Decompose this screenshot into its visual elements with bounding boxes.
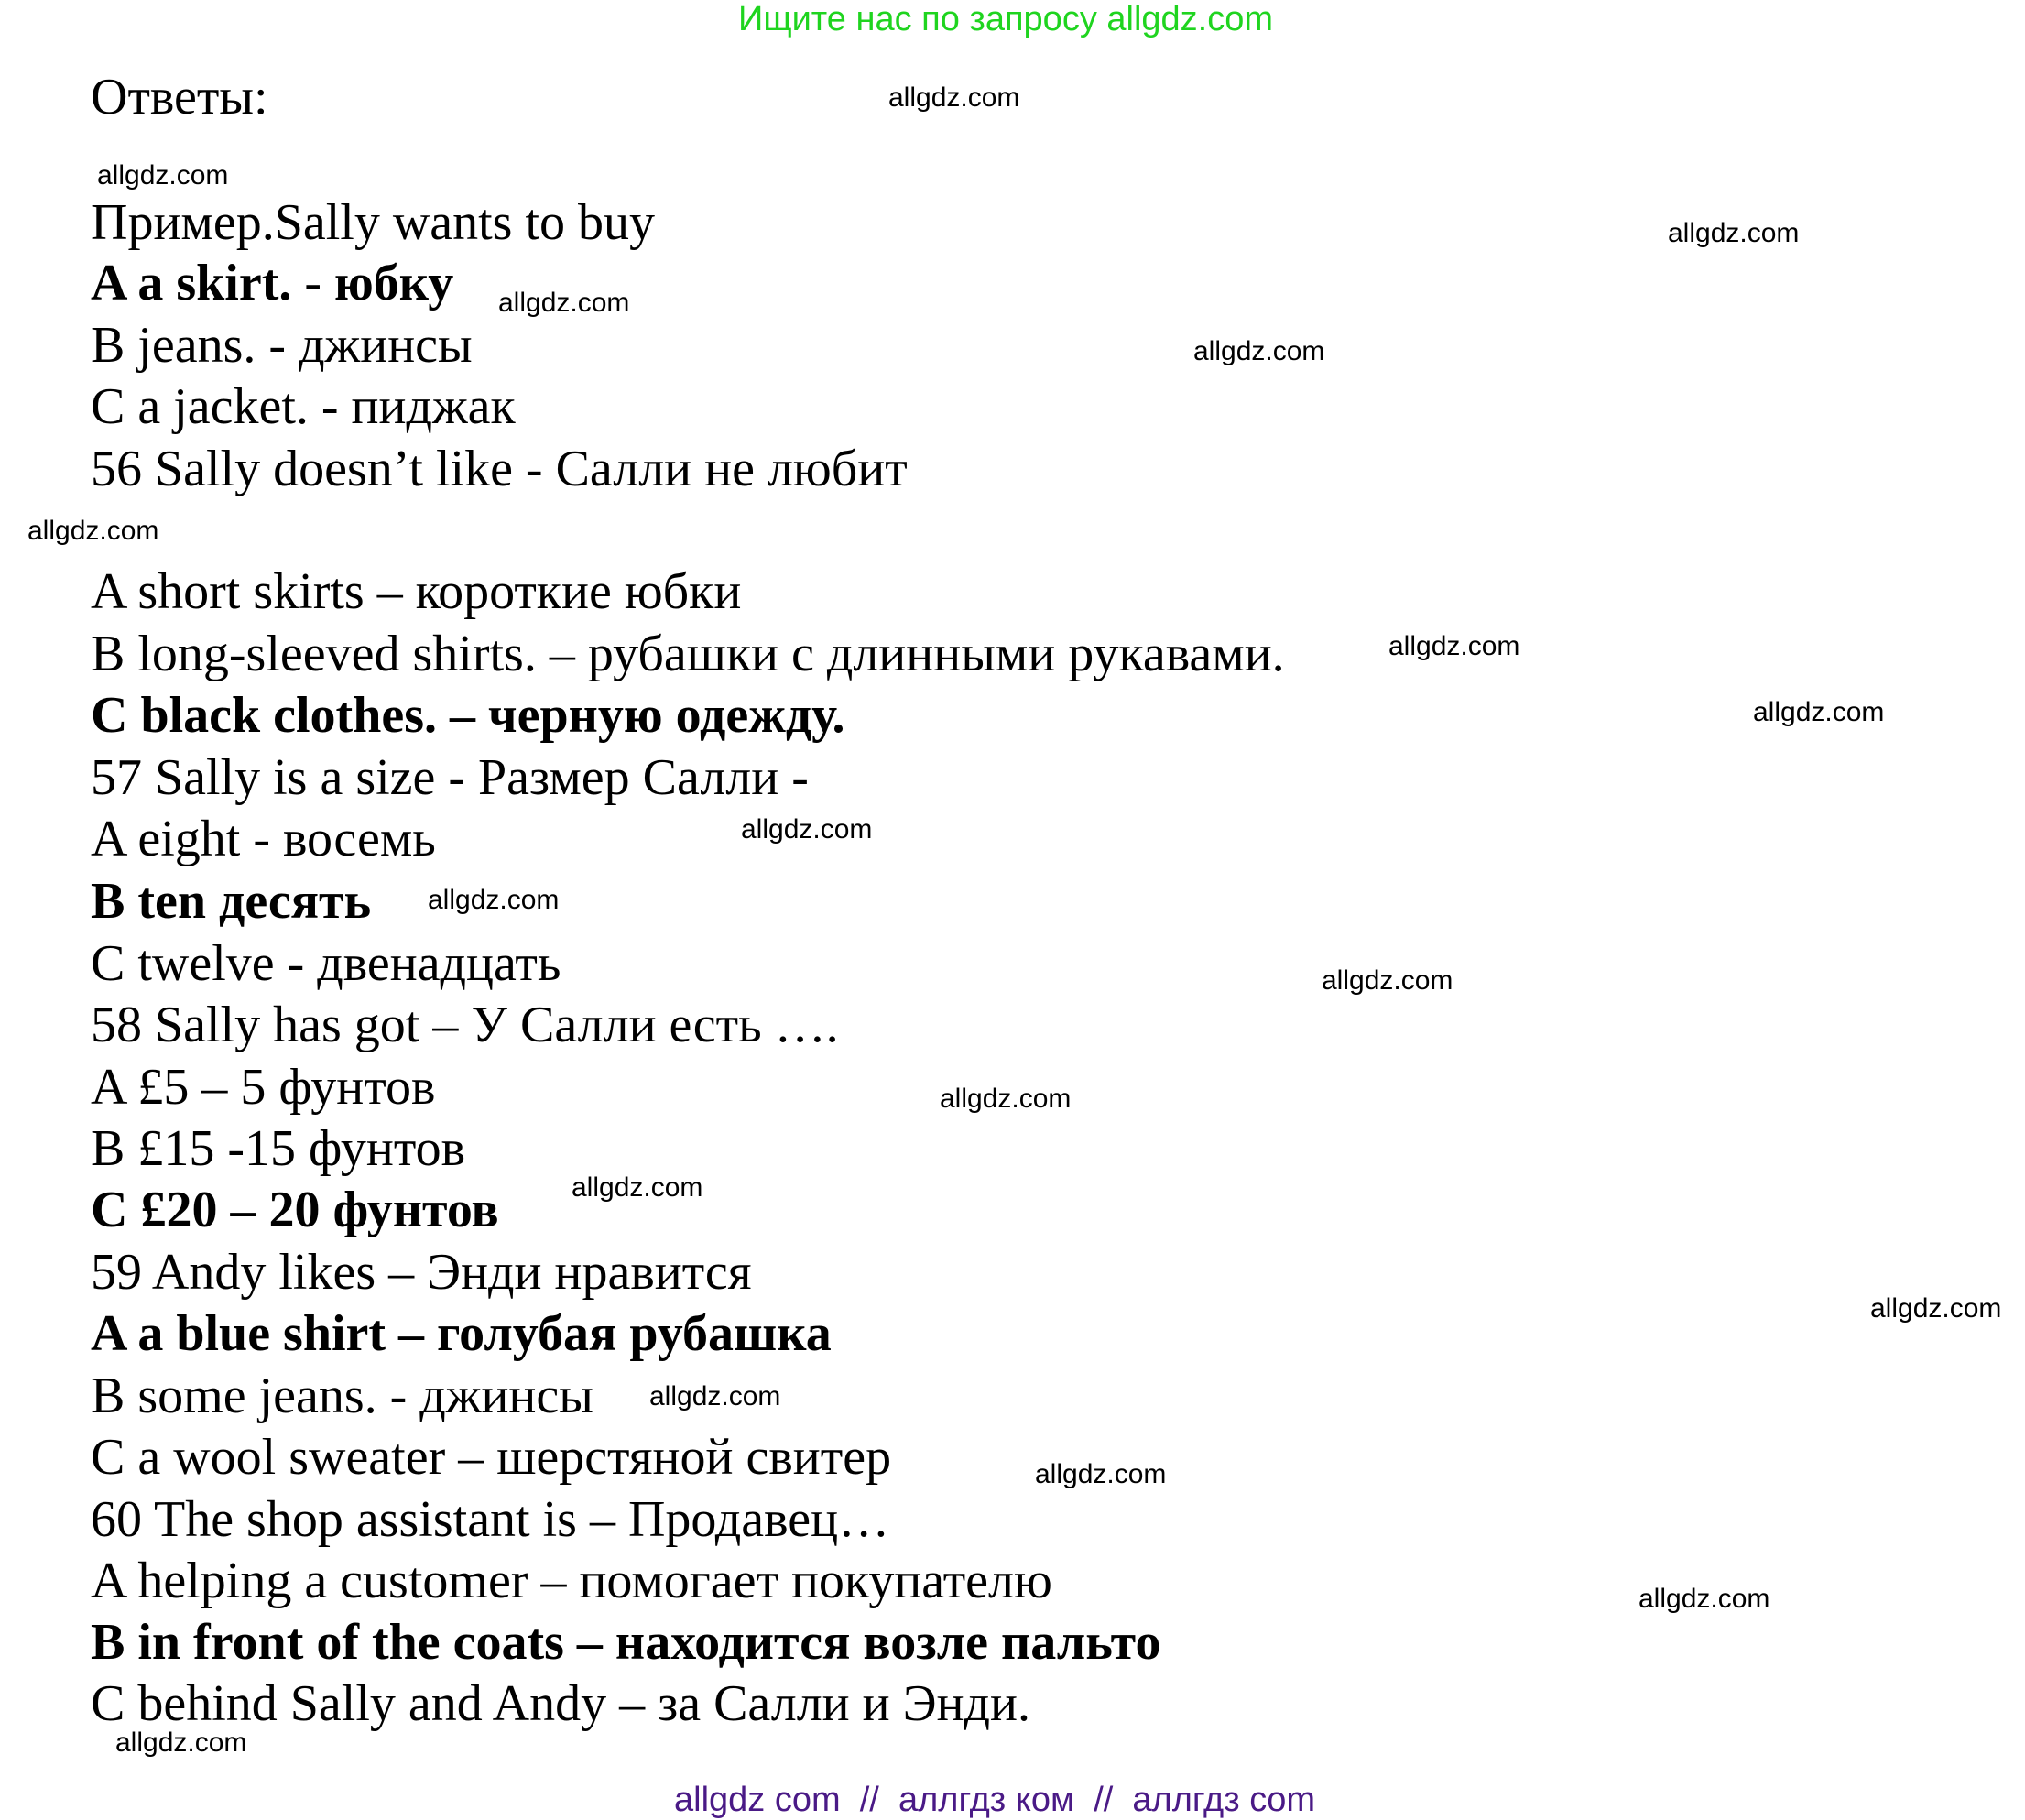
watermark: allgdz.com (27, 516, 159, 546)
watermark: allgdz.com (1639, 1584, 1770, 1614)
question-line: 57 Sally is a size - Размер Салли - (91, 749, 809, 806)
watermark: allgdz.com (741, 814, 873, 845)
watermark: allgdz.com (1322, 965, 1453, 996)
answer-line-correct: B ten десять (91, 873, 372, 930)
answer-line-correct: C £20 – 20 фунтов (91, 1182, 499, 1238)
answer-line: B £15 -15 фунтов (91, 1120, 466, 1177)
watermark: allgdz.com (649, 1381, 781, 1411)
watermark: allgdz.com (1035, 1459, 1167, 1489)
answer-line-correct: A a skirt. - юбку (91, 255, 454, 311)
answer-line-correct: B in front of the coats – находится возле пальто (91, 1614, 1161, 1671)
watermark: allgdz.com (1388, 631, 1520, 661)
answer-line: Пример.Sally wants to buy (91, 194, 656, 251)
footer-banner: allgdz com // аллгдз ком // аллгдз com (674, 1781, 1315, 1819)
watermark: allgdz.com (572, 1172, 703, 1203)
page-title: Ответы: (91, 69, 268, 125)
answer-line: A £5 – 5 фунтов (91, 1059, 436, 1116)
answer-line: A eight - восемь (91, 811, 436, 867)
question-line: 58 Sally has got – У Салли есть …. (91, 997, 839, 1053)
question-line: 59 Andy likes – Энди нравится (91, 1244, 752, 1301)
answer-line: A helping a customer – помогает покупателю (91, 1553, 1052, 1609)
answer-line-correct: A a blue shirt – голубая рубашка (91, 1305, 832, 1362)
question-line: 60 The shop assistant is – Продавец… (91, 1491, 890, 1548)
answer-line-correct: C black clothes. – черную одежду. (91, 687, 845, 744)
search-banner: Ищите нас по запросу allgdz.com (738, 0, 1274, 38)
watermark: allgdz.com (1870, 1293, 2002, 1324)
watermark: allgdz.com (498, 288, 630, 318)
answer-line: C twelve - двенадцать (91, 935, 561, 992)
answer-line: B long-sleeved shirts. – рубашки с длинными рукавами. (91, 626, 1285, 682)
answer-line: C a jacket. - пиджак (91, 378, 516, 435)
answer-line: C a wool sweater – шерстяной свитер (91, 1429, 892, 1486)
question-line: 56 Sally doesn’t like - Салли не любит (91, 441, 908, 497)
watermark: allgdz.com (1668, 218, 1800, 248)
watermark: allgdz.com (1753, 697, 1885, 727)
answer-line: A short skirts – короткие юбки (91, 563, 742, 620)
watermark: allgdz.com (97, 160, 229, 191)
watermark: allgdz.com (1193, 336, 1325, 366)
answer-line: B some jeans. - джинсы (91, 1368, 593, 1424)
watermark: allgdz.com (940, 1084, 1072, 1114)
watermark: allgdz.com (428, 885, 560, 915)
answer-line: B jeans. - джинсы (91, 317, 473, 374)
watermark: allgdz.com (888, 82, 1020, 113)
watermark: allgdz.com (115, 1727, 247, 1758)
answer-line: C behind Sally and Andy – за Салли и Энди. (91, 1675, 1030, 1732)
